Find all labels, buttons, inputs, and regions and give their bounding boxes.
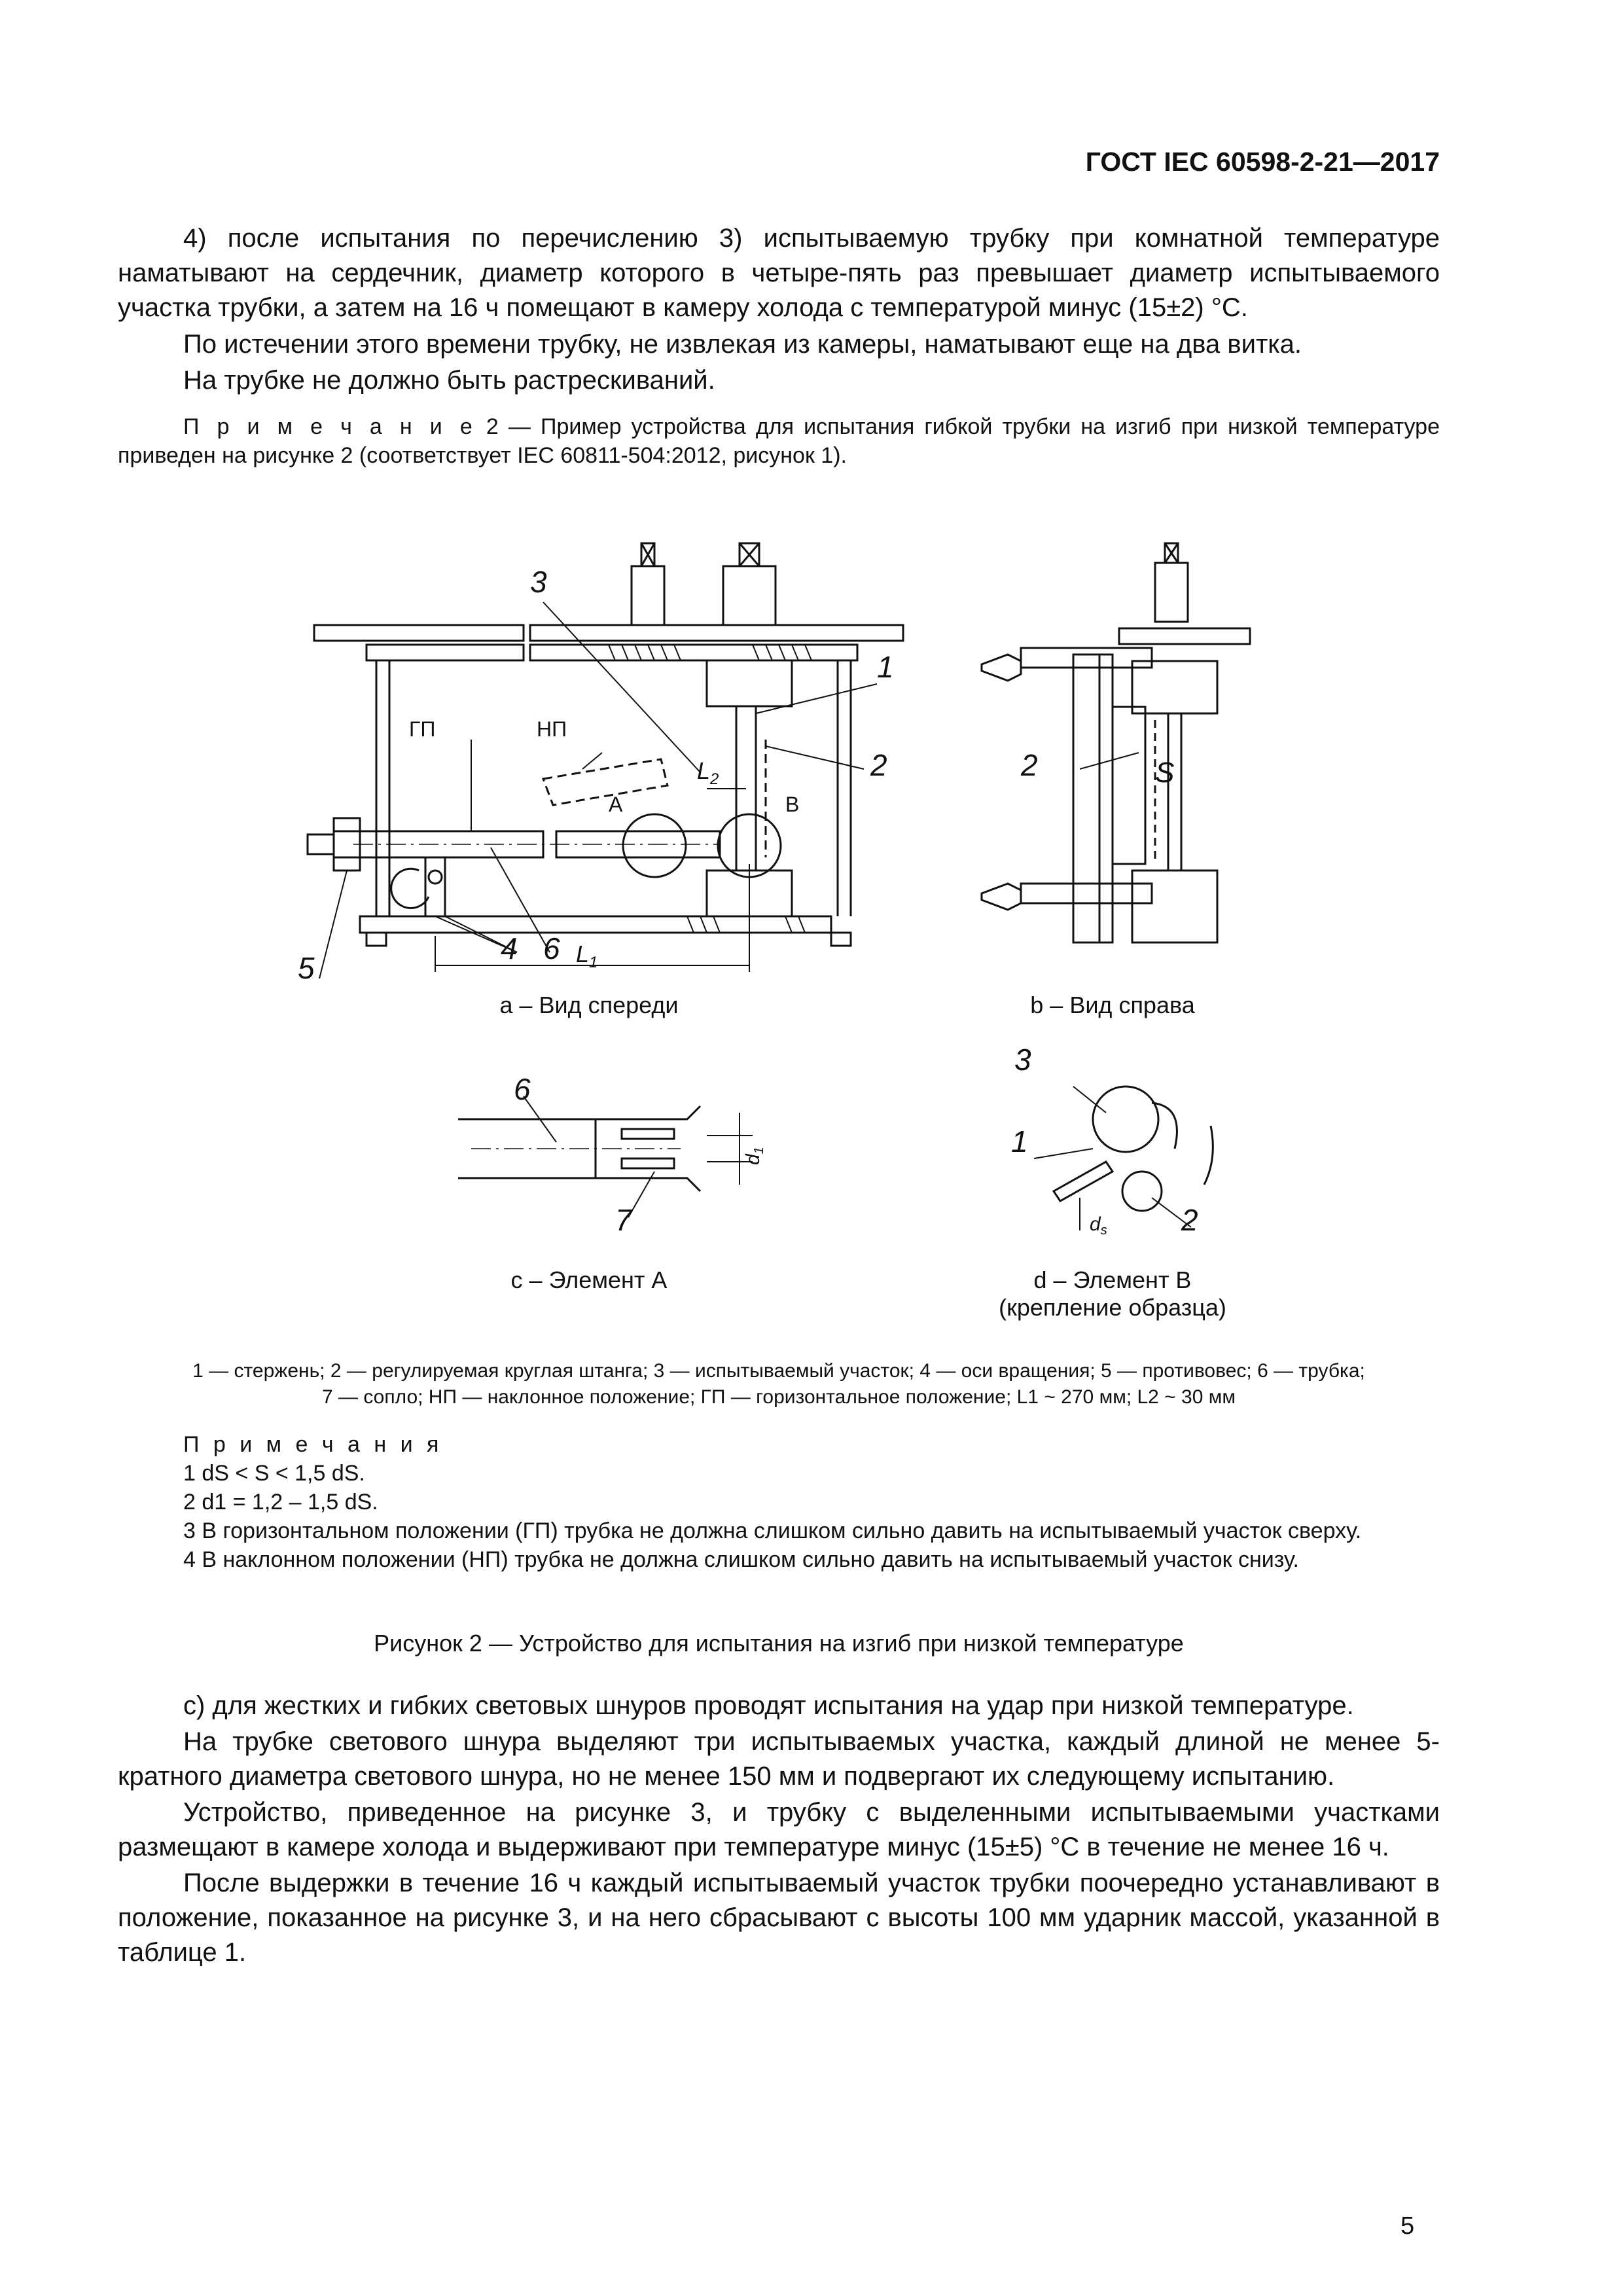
caption-view-b: b – Вид справа	[1030, 992, 1195, 1018]
legend-line-2: 7 — сопло; НП — наклонное положение; ГП — горизонтальное положение; L1 ~ 270 мм; L2 ~ 30 мм	[321, 1386, 1236, 1408]
paragraph-sections: На трубке светового шнура выделяют три испытываемых участка, каждый длиной не менее 5-кратного диаметра светового шнура, но не менее 150 мм и подвергают их следующему испытанию.	[118, 1727, 1440, 1791]
label-7: 7	[615, 1203, 632, 1237]
label-np: НП	[537, 717, 567, 741]
label-6-element-a: 6	[514, 1072, 531, 1106]
note-text: 2 — Пример устройства для испытания гибкой трубки на изгиб при низкой температуре приведен на рисунке 2 (соответствует IEC 60811-504:2012, рисунок 1).	[118, 414, 1440, 468]
label-b: B	[785, 793, 800, 816]
note-1: 1 dS < S < 1,5 dS.	[183, 1461, 365, 1486]
paragraph-c: c) для жестких и гибких световых шнуров проводят испытания на удар при низкой температуре.	[183, 1691, 1354, 1720]
right-view	[982, 543, 1250, 942]
page-number: 5	[1400, 2212, 1415, 2240]
label-d1: $d_1$	[742, 1147, 766, 1165]
label-s: S	[1155, 757, 1175, 789]
label-5: 5	[298, 951, 315, 985]
label-l1: $L_1$	[576, 941, 598, 971]
label-3-element-b: 3	[1014, 1043, 1031, 1077]
paragraph-impact: После выдержки в течение 16 ч каждый испытываемый участок трубки поочередно устанавливают в положение, показанное на рисунке 3, и на него сбрасывают с высоты 100 мм ударник массой, указанной в таблице 1.	[118, 1869, 1440, 1967]
caption-view-a: a – Вид спереди	[499, 992, 679, 1018]
label-1-element-b: 1	[1011, 1124, 1028, 1158]
figure-legend	[118, 1358, 1440, 1410]
figure-notes	[118, 1430, 1440, 1574]
caption-element-b-title: d – Элемент B	[1033, 1266, 1192, 1293]
label-1: 1	[877, 650, 894, 684]
figure-title: Рисунок 2 — Устройство для испытания на изгиб при низкой температуре	[374, 1630, 1184, 1657]
caption-element-a: c – Элемент A	[510, 1266, 668, 1293]
note-2-formula: 2 d1 = 1,2 – 1,5 dS.	[183, 1490, 378, 1515]
notes-label: П р и м е ч а н и я	[183, 1432, 443, 1457]
label-ds: $d_s$	[1090, 1213, 1107, 1238]
note-label: П р и м е ч а н и е	[183, 414, 476, 439]
document-header: ГОСТ IEC 60598-2-21—2017	[1085, 147, 1440, 177]
label-2-right-view: 2	[1021, 748, 1038, 782]
label-6: 6	[543, 931, 560, 965]
caption-element-b-subtitle: (крепление образца)	[999, 1294, 1226, 1321]
label-a: A	[609, 793, 623, 816]
paragraph-no-cracks: На трубке не должно быть растрескиваний.	[183, 366, 715, 395]
paragraph-item-4: 4) после испытания по перечислению 3) испытываемую трубку при комнатной температуре наматывают на сердечник, диаметр которого в четыре-пять раз превышает диаметр испытываемого участка трубки, а затем на 16 ч помещают в камеру холода с температурой минус (15±2) °С.	[118, 224, 1440, 322]
note-4: 4 В наклонном положении (НП) трубка не должна слишком сильно давить на испытываемый участок снизу.	[183, 1547, 1299, 1572]
note-3: 3 В горизонтальном положении (ГП) трубка не должна слишком сильно давить на испытываемый участок сверху.	[183, 1518, 1362, 1543]
label-gp: ГП	[409, 717, 436, 741]
caption-element-b	[949, 1266, 1276, 1321]
label-2: 2	[870, 748, 887, 782]
label-2-element-b: 2	[1181, 1203, 1198, 1237]
legend-line-1: 1 — стержень; 2 — регулируемая круглая штанга; 3 — испытываемый участок; 4 — оси вращения; 5 — противовес; 6 — трубка;	[192, 1360, 1365, 1382]
element-a-view	[458, 1096, 753, 1217]
label-4: 4	[501, 931, 518, 965]
front-view	[308, 543, 903, 978]
label-l2: $L_2$	[697, 757, 719, 788]
label-3: 3	[530, 565, 547, 599]
paragraph-after-time: По истечении этого времени трубку, не извлекая из камеры, наматывают еще на два витка.	[183, 330, 1302, 359]
paragraph-device: Устройство, приведенное на рисунке 3, и трубку с выделенными испытываемыми участками размещают в камере холода и выдерживают при температуре минус (15±5) °С в течение не менее 16 ч.	[118, 1798, 1440, 1861]
